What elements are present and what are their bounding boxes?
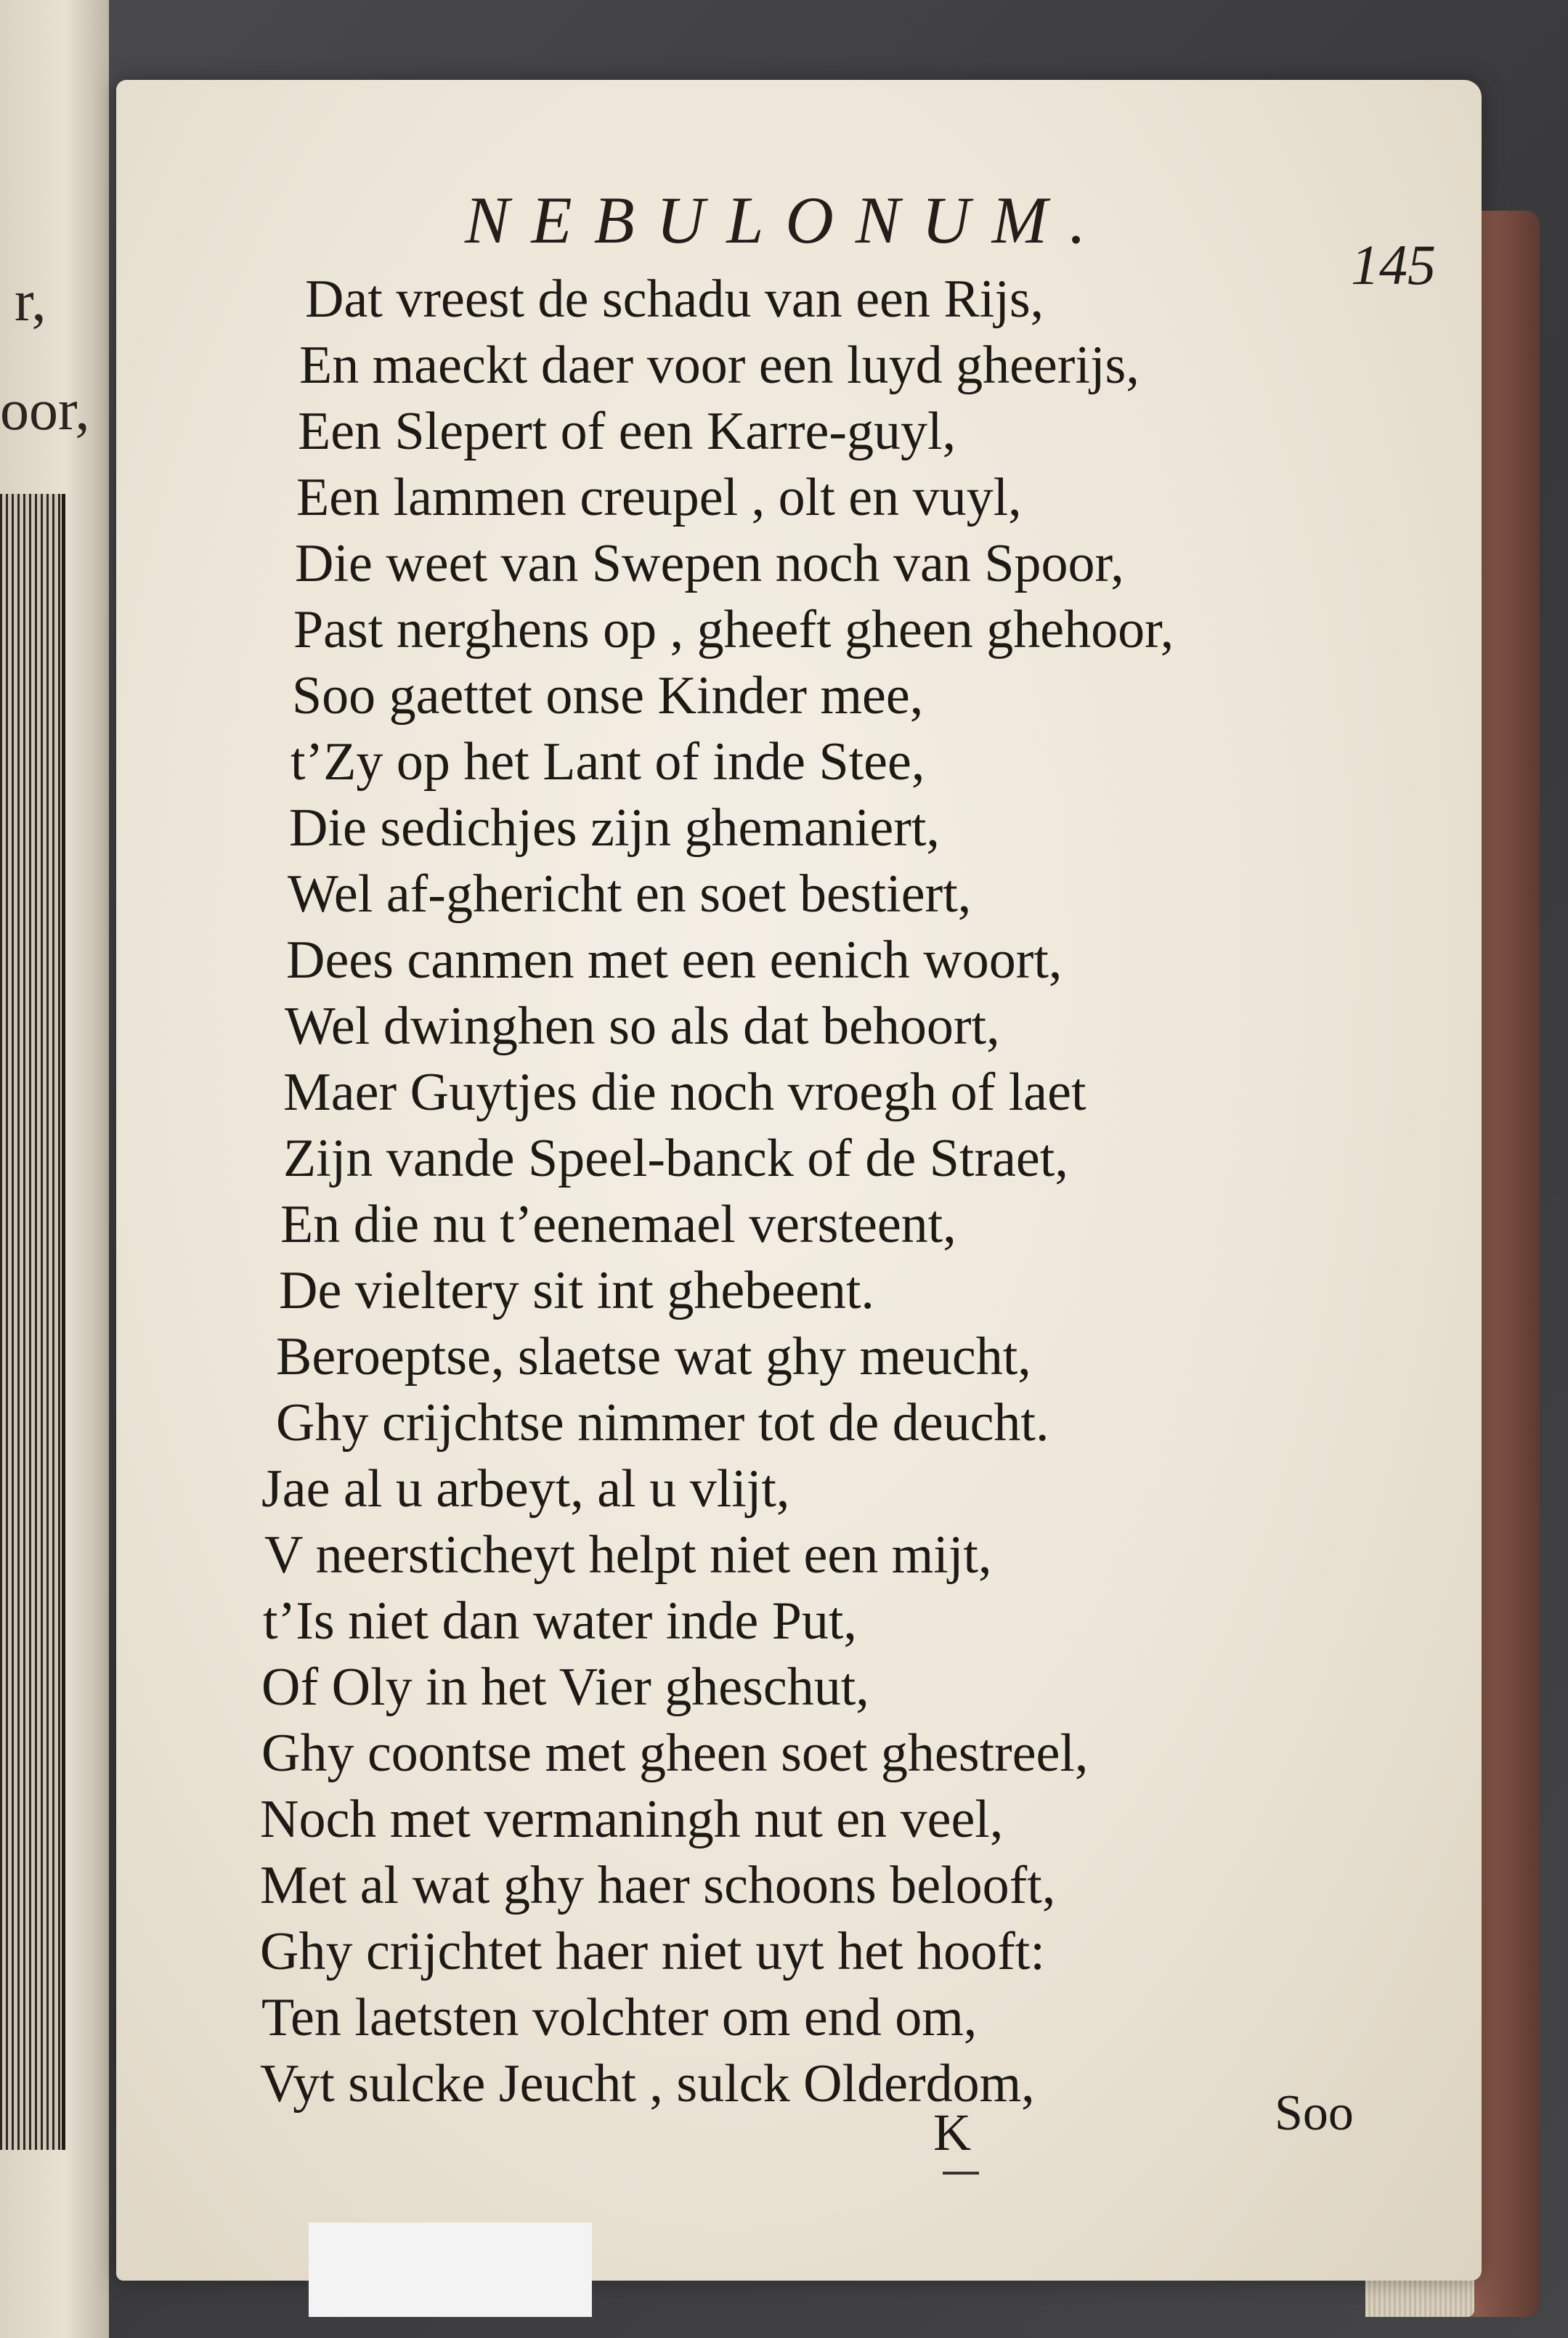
poem-line: t’Is niet dan water inde Put, [263, 1591, 857, 1651]
poem-line: Past nerghens op , gheeft gheen ghehoor, [293, 600, 1174, 659]
poem-line: Maer Guytjes die noch vroegh of laet [283, 1063, 1086, 1122]
poem-line: En die nu t’eenemael versteent, [280, 1195, 956, 1254]
poem-text [260, 267, 1174, 2117]
poem-line: Een Slepert of een Karre-guyl, [298, 402, 956, 461]
poem-line: Jae al u arbeyt, al u vlijt, [261, 1459, 790, 1519]
poem-line: Dat vreest de schadu van een Rijs, [305, 269, 1044, 329]
poem-line: Soo gaettet onse Kinder mee, [292, 666, 924, 726]
signature-rule [943, 2172, 979, 2175]
poem-line: Ghy crijchtse nimmer tot de deucht. [276, 1393, 1049, 1453]
poem-line: En maeckt daer voor een luyd gheerijs, [299, 336, 1140, 395]
book-page [116, 80, 1482, 2281]
poem-line: Die sedichjes zijn ghemaniert, [289, 798, 940, 858]
page-number: 145 [1351, 233, 1436, 296]
poem-line: Beroeptse, slaetse wat ghy meucht, [276, 1327, 1031, 1387]
left-page [0, 0, 109, 2338]
poem-line: Ghy coontse met gheen soet ghestreel, [261, 1724, 1089, 1783]
poem-line: Noch met vermaningh nut en veel, [260, 1790, 1004, 1849]
poem-line: Ghy crijchtet haer niet uyt het hooft: [260, 1922, 1045, 1981]
poem-line: t’Zy op het Lant of inde Stee, [291, 732, 925, 792]
poem-line: Dees canmen met een eenich woort, [286, 930, 1063, 990]
poem-line: Met al wat ghy haer schoons belooft, [260, 1856, 1056, 1915]
poem-line: De vieltery sit int ghebeent. [279, 1261, 874, 1320]
catchword: Soo [1275, 2085, 1354, 2141]
signature-mark: K [933, 2103, 971, 2162]
poem-line: V neersticheyt helpt niet een mijt, [264, 1525, 992, 1585]
left-page-fragment: r, [15, 269, 46, 333]
poem-line: Een lammen creupel , olt en vuyl, [296, 468, 1022, 527]
running-header: NEBULONUM. [465, 183, 1108, 257]
poem-line: Wel dwinghen so als dat behoort, [285, 997, 1000, 1056]
white-label [309, 2223, 592, 2317]
poem-line: Vyt sulcke Jeucht , sulck Olderdom, [260, 2054, 1035, 2114]
poem-line: Wel af-ghericht en soet bestiert, [288, 864, 972, 924]
engraving-illustration [0, 494, 65, 2150]
poem-line: Die weet van Swepen noch van Spoor, [295, 534, 1124, 593]
poem-line: Zijn vande Speel-banck of de Straet, [283, 1129, 1068, 1188]
left-page-fragment: oor, [0, 378, 90, 442]
poem-line: Ten laetsten volchter om end om, [261, 1988, 978, 2047]
poem-line: Of Oly in het Vier gheschut, [261, 1657, 869, 1717]
